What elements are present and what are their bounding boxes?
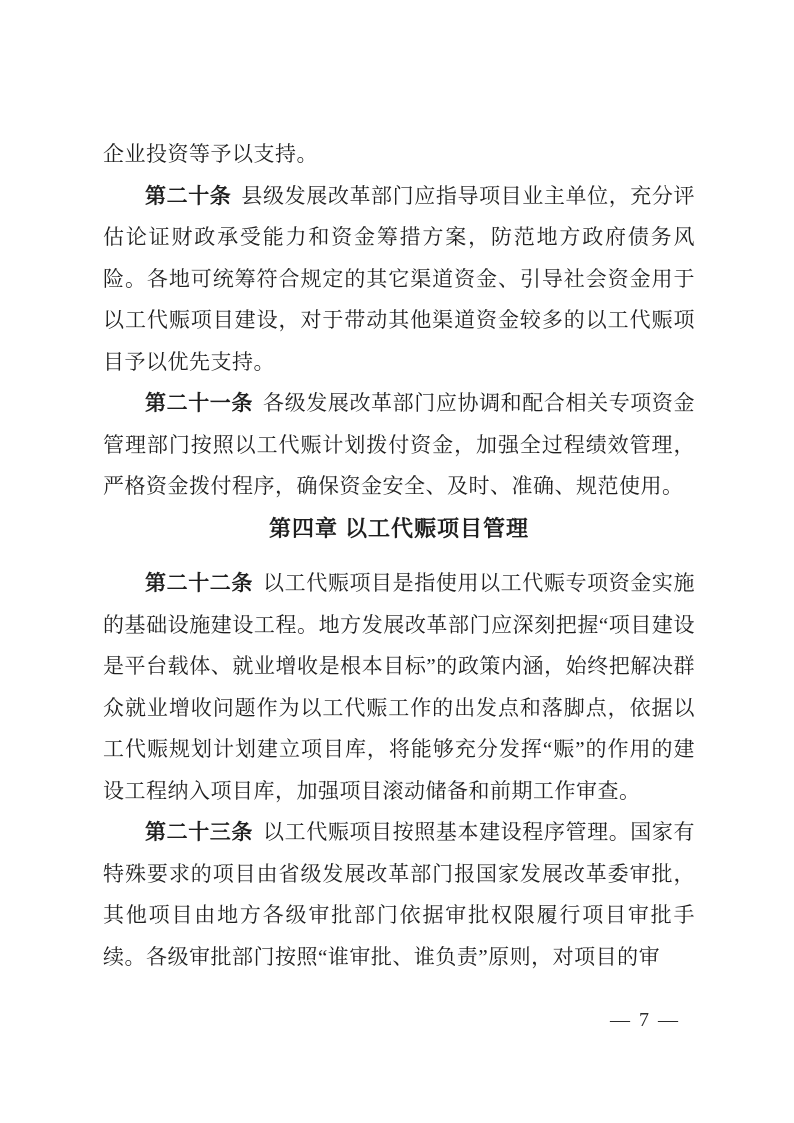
article-23-text: 以工代赈项目按照基本建设程序管理。国家有特殊要求的项目由省级发展改革部门报国家发展改革委审批，其他项目由地方各级审批部门依据审批权限履行项目审批手续。各级审批部门按照“谁审批、谁负责”原则，对项目的审	[103, 820, 696, 969]
continuation-text: 企业投资等予以支持。	[103, 142, 318, 166]
page-number: — 7 —	[610, 1009, 680, 1031]
article-20-text: 县级发展改革部门应指导项目业主单位，充分评估论证财政承受能力和资金筹措方案，防范地方政府债务风险。各地可统筹符合规定的其它渠道资金、引导社会资金用于以工代赈项目建设，对于带动其他渠道资金较多的以工代赈项目予以优先支持。	[103, 183, 696, 374]
article-23-paragraph	[103, 812, 695, 978]
article-21-paragraph	[103, 383, 695, 508]
article-21-number: 第二十一条	[145, 392, 254, 415]
article-23-number: 第二十三条	[145, 821, 254, 844]
document-body	[103, 134, 695, 978]
article-22-text: 以工代赈项目是指使用以工代赈专项资金实施的基础设施建设工程。地方发展改革部门应深刻把握“项目建设是平台载体、就业增收是根本目标”的政策内涵，始终把解决群众就业增收问题作为以工代赈工作的出发点和落脚点，依据以工代赈规划计划建立项目库，将能够充分发挥“赈”的作用的建设工程纳入项目库，加强项目滚动储备和前期工作审查。	[103, 571, 696, 803]
article-21-text: 各级发展改革部门应协调和配合相关专项资金管理部门按照以工代赈计划拨付资金，加强全过程绩效管理，严格资金拨付程序，确保资金安全、及时、准确、规范使用。	[103, 391, 696, 498]
article-22-number: 第二十二条	[145, 572, 254, 595]
chapter-4-heading: 第四章 以工代赈项目管理	[268, 515, 530, 541]
article-22-paragraph	[103, 563, 695, 812]
article-20-number: 第二十条	[145, 184, 232, 208]
article-20-paragraph	[103, 176, 695, 384]
continuation-paragraph	[103, 134, 695, 176]
